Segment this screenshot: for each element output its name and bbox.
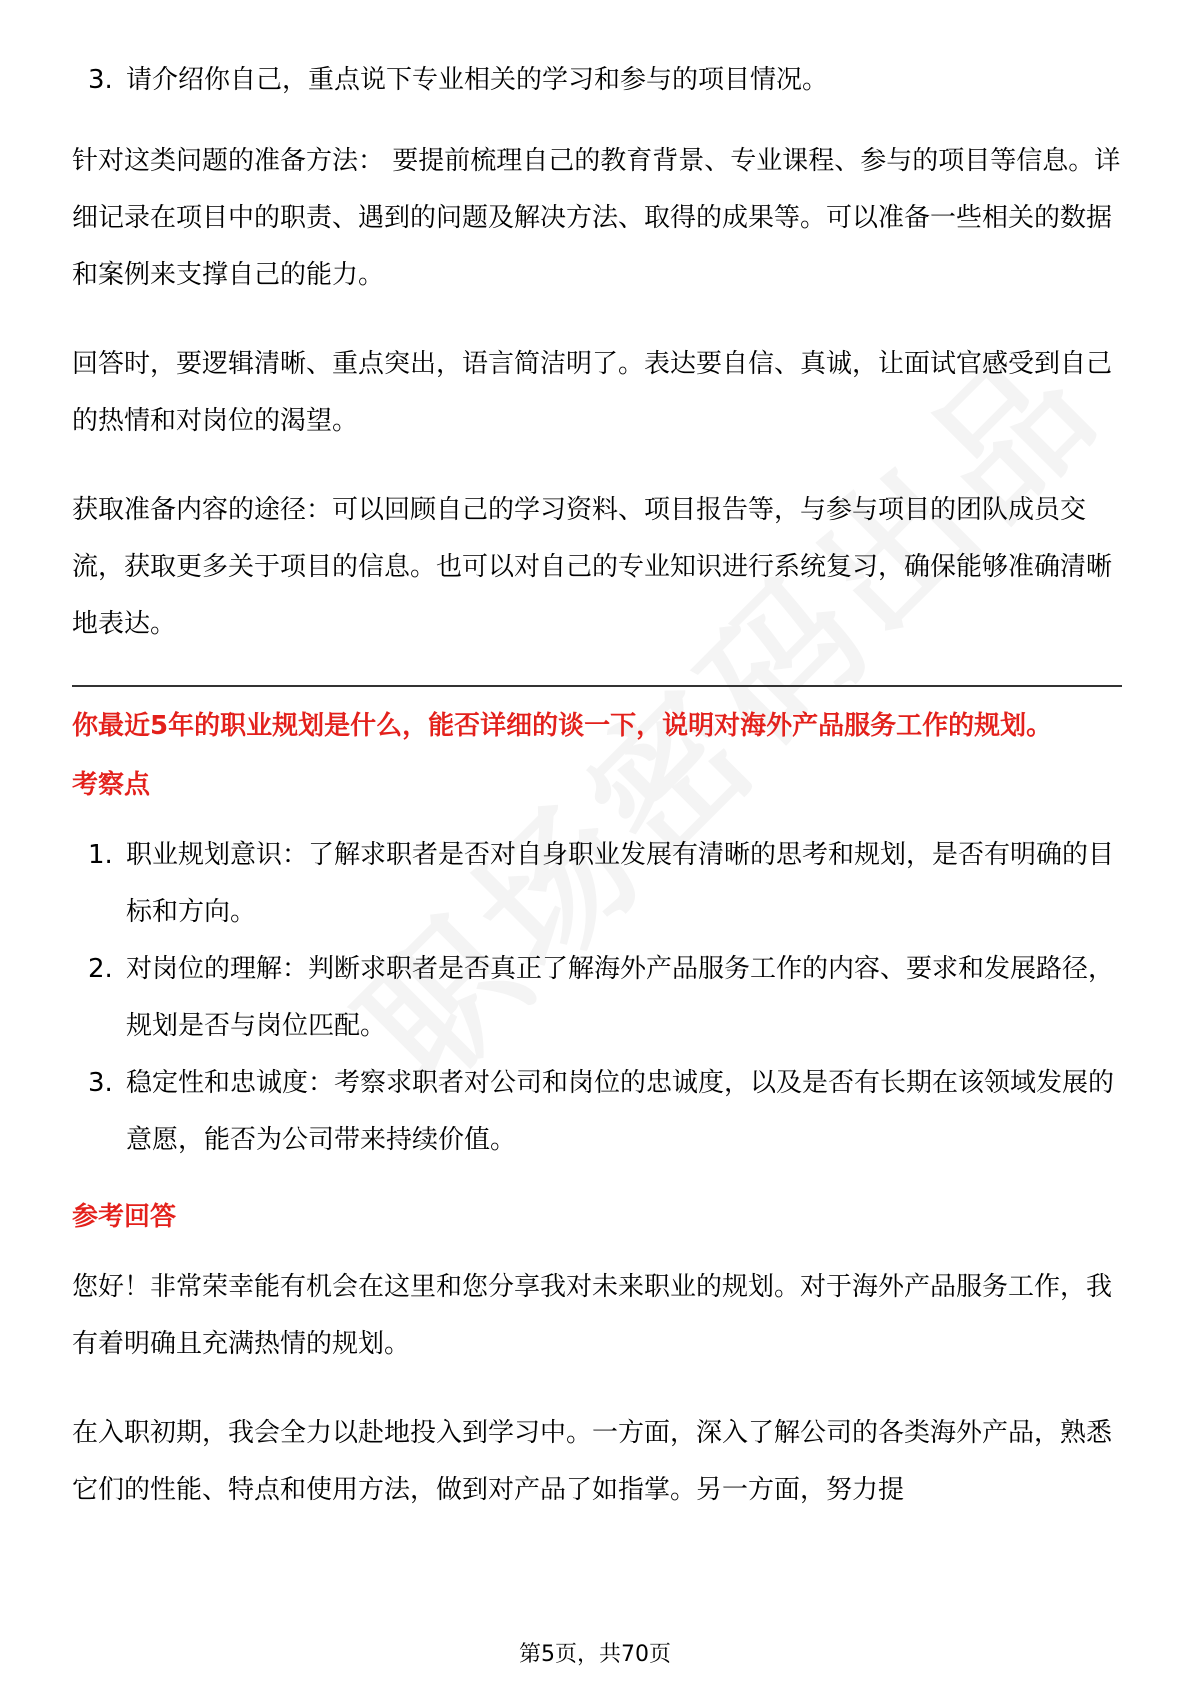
page-content (72, 52, 1122, 1551)
list-item (72, 52, 1122, 109)
paragraph-sources: 获取准备内容的途径：可以回顾自己的学习资料、项目报告等，与参与项目的团队成员交流，获取更多关于项目的信息。也可以对自己的专业知识进行系统复习，确保能够准确清晰地表达。 (72, 495, 1113, 639)
reference-paragraph: 在入职初期，我会全力以赴地投入到学习中。一方面，深入了解公司的各类海外产品，熟悉它们的性能、特点和使用方法，做到对产品了如指掌。另一方面，努力提 (72, 1418, 1113, 1505)
assessment-label: 考察点 (72, 770, 151, 800)
list-item (72, 941, 1122, 1055)
list-text: 稳定性和忠诚度：考察求职者对公司和岗位的忠诚度，以及是否有长期在该领域发展的意愿，能否为公司带来持续价值。 (126, 1068, 1115, 1155)
list-number: 1. (88, 840, 113, 870)
reference-label: 参考回答 (72, 1202, 177, 1232)
list-number: 3. (88, 1068, 113, 1098)
list-text: 职业规划意识：了解求职者是否对自身职业发展有清晰的思考和规划，是否有明确的目标和方向。 (126, 840, 1115, 927)
question-title: 你最近5年的职业规划是什么，能否详细的谈一下，说明对海外产品服务工作的规划。 (72, 711, 1053, 741)
list-item (72, 827, 1122, 941)
section-divider (72, 685, 1122, 687)
assessment-list (72, 827, 1122, 1169)
reference-paragraph: 您好！非常荣幸能有机会在这里和您分享我对未来职业的规划。对于海外产品服务工作，我有着明确且充满热情的规划。 (72, 1272, 1113, 1359)
paragraph-answering: 回答时，要逻辑清晰、重点突出，语言简洁明了。表达要自信、真诚，让面试官感受到自己的热情和对岗位的渴望。 (72, 349, 1113, 436)
page-footer: 第5页，共70页 (519, 1642, 671, 1667)
list-number: 2. (88, 954, 113, 984)
list-item (72, 1055, 1122, 1169)
list-text: 对岗位的理解：判断求职者是否真正了解海外产品服务工作的内容、要求和发展路径，规划是否与岗位匹配。 (126, 954, 1115, 1041)
intro-list (72, 52, 1122, 109)
list-text: 请介绍你自己，重点说下专业相关的学习和参与的项目情况。 (126, 65, 829, 95)
paragraph-preparation: 针对这类问题的准备方法： 要提前梳理自己的教育背景、专业课程、参与的项目等信息。详细记录在项目中的职责、遇到的问题及解决方法、取得的成果等。可以准备一些相关的数据和案例来支撑自己的能力。 (72, 146, 1121, 290)
list-number: 3. (88, 65, 113, 95)
